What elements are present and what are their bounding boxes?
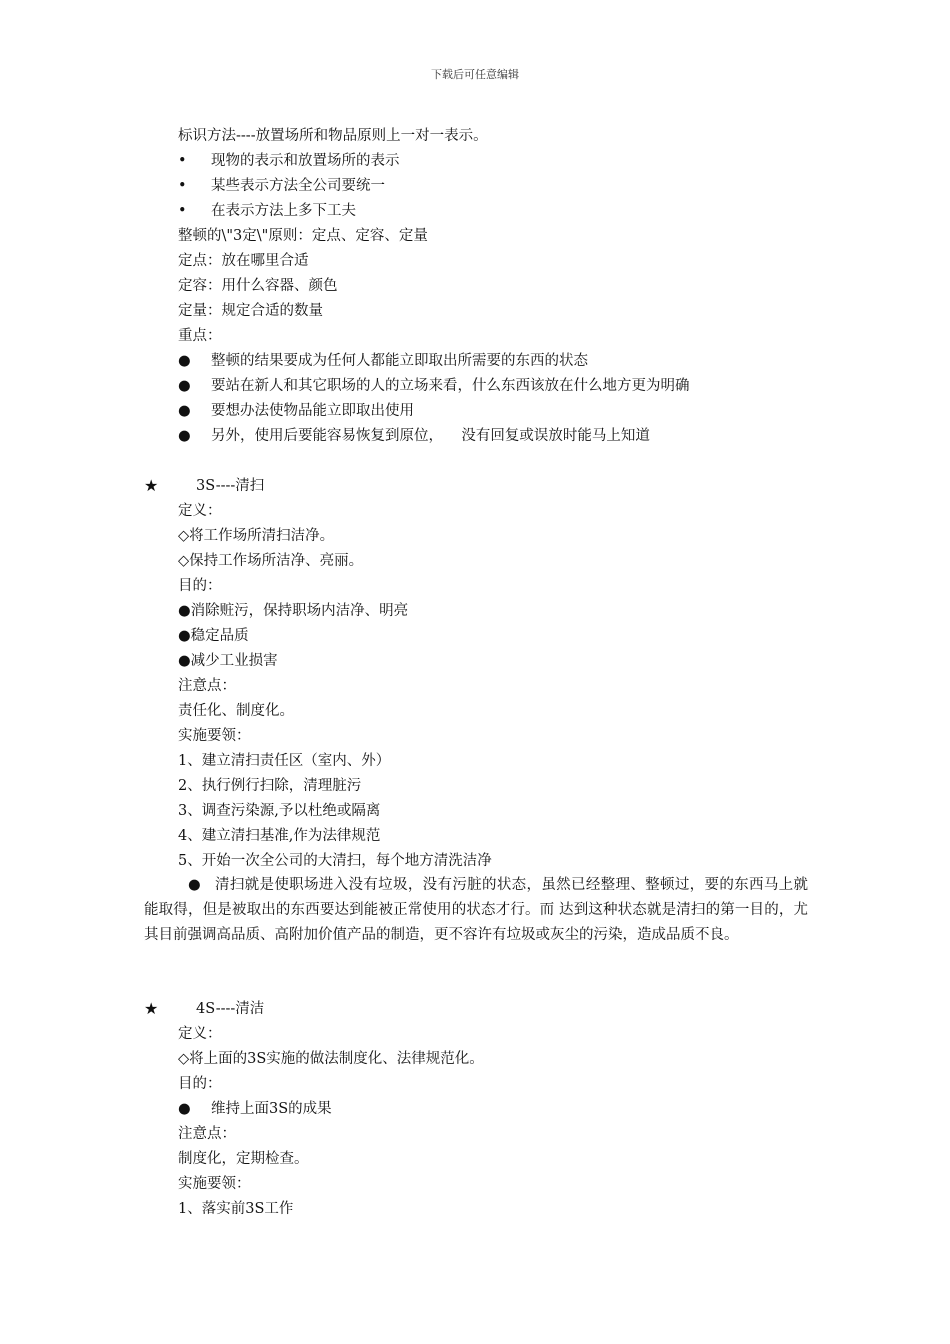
note-text: 制度化，定期检查。 <box>178 1151 309 1167</box>
implementation-label: 实施要领： <box>178 1176 251 1192</box>
step-item: 1、建立清扫责任区（室内、外） <box>178 753 391 769</box>
step-item: 5、开始一次全公司的大清扫，每个地方清洗洁净 <box>178 853 492 869</box>
step-item: 1、落实前3S工作 <box>178 1201 294 1217</box>
implementation-label: 实施要领： <box>178 728 251 744</box>
definition-item: ◇保持工作场所洁净、亮丽。 <box>178 553 364 569</box>
purpose-item: ●消除赃污，保持职场内洁净、明亮 <box>178 603 409 619</box>
method-line: 标识方法----放置场所和物品原则上一对一表示。 <box>178 128 488 144</box>
dot-bullet-icon: ● <box>178 403 191 419</box>
principle-line: 整顿的\"3定\"原则：定点、定容、定量 <box>178 228 428 244</box>
page-header: 下载后可任意编辑 <box>431 68 519 81</box>
list-item: 要想办法使物品能立即取出使用 <box>211 403 414 419</box>
step-item: 3、调查污染源,予以杜绝或隔离 <box>178 803 381 819</box>
key-label: 重点： <box>178 328 222 344</box>
dot-bullet-icon: ● <box>178 1101 191 1117</box>
quantity-line: 定量：规定合适的数量 <box>178 303 323 319</box>
note-text: 责任化、制度化。 <box>178 703 294 719</box>
definition-item: ◇将上面的3S实施的做法制度化、法律规范化。 <box>178 1051 484 1067</box>
list-item: 整顿的结果要成为任何人都能立即取出所需要的东西的状态 <box>211 353 588 369</box>
section-title-3s: 3S----清扫 <box>196 478 265 494</box>
small-bullet-icon: • <box>178 203 187 219</box>
section-title-4s: 4S----清洁 <box>196 1001 265 1017</box>
definition-label: 定义： <box>178 1026 222 1042</box>
list-item: 在表示方法上多下工夫 <box>211 203 356 219</box>
small-bullet-icon: • <box>178 178 187 194</box>
dot-bullet-icon: ● <box>188 877 201 893</box>
definition-item: ◇将工作场所清扫洁净。 <box>178 528 335 544</box>
step-item: 4、建立清扫基准,作为法律规范 <box>178 828 381 844</box>
dot-bullet-icon: ● <box>178 428 191 444</box>
definition-label: 定义： <box>178 503 222 519</box>
list-item: 某些表示方法全公司要统一 <box>211 178 385 194</box>
list-item: 要站在新人和其它职场的人的立场来看，什么东西该放在什么地方更为明确 <box>211 378 690 394</box>
dot-bullet-icon: ● <box>178 353 191 369</box>
step-item: 2、执行例行扫除，清理脏污 <box>178 778 362 794</box>
note-label: 注意点： <box>178 678 236 694</box>
purpose-label: 目的： <box>178 1076 222 1092</box>
note-label: 注意点： <box>178 1126 236 1142</box>
purpose-label: 目的： <box>178 578 222 594</box>
small-bullet-icon: • <box>178 153 187 169</box>
purpose-item: 维持上面3S的成果 <box>211 1101 332 1117</box>
list-item: 另外，使用后要能容易恢复到原位， 没有回复或误放时能马上知道 <box>211 428 650 444</box>
dot-bullet-icon: ● <box>178 378 191 394</box>
star-icon: ★ <box>144 476 159 495</box>
star-icon: ★ <box>144 999 159 1018</box>
list-item: 现物的表示和放置场所的表示 <box>211 153 400 169</box>
purpose-item: ●减少工业损害 <box>178 653 278 669</box>
container-line: 定容：用什么容器、颜色 <box>178 278 338 294</box>
point-line: 定点：放在哪里合适 <box>178 253 309 269</box>
paragraph-text: 清扫就是使职场进入没有垃圾，没有污脏的状态，虽然已经整理、整顿过，要的东西马上就能取得，但是被取出的东西要达到能被正常使用的状态才行。而 达到这种状态就是清扫的第一目的，尤其目前强调高品质、高附加价值产品的制造，更不容许有垃圾或灰尘的污染，造成品质不良。 <box>144 877 809 943</box>
cleaning-paragraph <box>144 873 808 948</box>
purpose-item: ●稳定品质 <box>178 628 249 644</box>
